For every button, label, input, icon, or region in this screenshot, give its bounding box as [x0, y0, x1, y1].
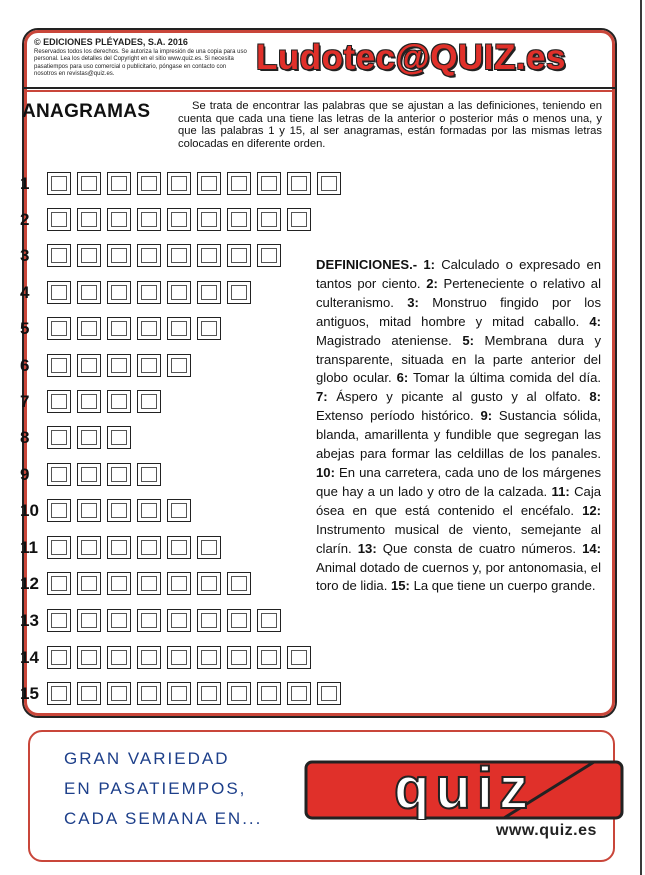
letter-box[interactable]	[137, 281, 161, 304]
letter-box[interactable]	[197, 172, 221, 195]
promo-line: GRAN VARIEDAD	[64, 749, 230, 768]
letter-box[interactable]	[257, 682, 281, 705]
letter-box[interactable]	[47, 208, 71, 231]
letter-box[interactable]	[257, 244, 281, 267]
letter-box[interactable]	[167, 172, 191, 195]
letter-box[interactable]	[107, 609, 131, 632]
letter-box[interactable]	[197, 317, 221, 340]
letter-box[interactable]	[137, 208, 161, 231]
letter-box[interactable]	[77, 463, 101, 486]
definition-number: 14:	[582, 540, 602, 556]
letter-box[interactable]	[77, 390, 101, 413]
definition-text: Monstruo fingido por los antiguos, mitad hombre y mitad caballo.	[316, 294, 601, 329]
header-divider	[24, 87, 615, 89]
letter-box[interactable]	[47, 390, 71, 413]
letter-box[interactable]	[107, 244, 131, 267]
row-number: 9	[20, 465, 30, 484]
letter-box[interactable]	[167, 354, 191, 377]
letter-boxes	[47, 244, 281, 267]
row-number: 15	[20, 684, 39, 703]
letter-box[interactable]	[287, 208, 311, 231]
definition-number: 4:	[589, 313, 601, 329]
letter-box[interactable]	[137, 172, 161, 195]
letter-box[interactable]	[197, 536, 221, 559]
letter-box[interactable]	[287, 682, 311, 705]
letter-box[interactable]	[77, 172, 101, 195]
letter-box[interactable]	[197, 244, 221, 267]
letter-box[interactable]	[47, 463, 71, 486]
letter-box[interactable]	[107, 536, 131, 559]
letter-boxes	[47, 317, 221, 340]
letter-box[interactable]	[197, 646, 221, 669]
letter-box[interactable]	[77, 281, 101, 304]
letter-box[interactable]	[227, 682, 251, 705]
letter-box[interactable]	[197, 682, 221, 705]
letter-box[interactable]	[107, 426, 131, 449]
definition-text: Animal dotado de cuernos y, por antonomasia, el toro de lidia.	[316, 559, 601, 594]
definition-number: 5:	[462, 332, 474, 348]
promo-line: CADA SEMANA EN...	[64, 809, 263, 828]
row-number: 6	[20, 356, 30, 375]
letter-box[interactable]	[257, 208, 281, 231]
letter-box[interactable]	[317, 172, 341, 195]
letter-box[interactable]	[47, 572, 71, 595]
letter-boxes	[47, 646, 311, 669]
letter-box[interactable]	[167, 682, 191, 705]
letter-box[interactable]	[167, 499, 191, 522]
letter-box[interactable]	[77, 609, 101, 632]
definition-number: 2:	[426, 275, 438, 291]
letter-boxes	[47, 426, 131, 449]
letter-box[interactable]	[107, 208, 131, 231]
letter-box[interactable]	[77, 536, 101, 559]
definition-text: Tomar la última comida del día.	[413, 370, 601, 386]
promo-line: EN PASATIEMPOS,	[64, 779, 247, 798]
brand-title: Ludotec@QUIZ.es	[256, 38, 566, 77]
letter-box[interactable]	[167, 609, 191, 632]
copyright-block	[34, 37, 249, 78]
definitions-block	[316, 256, 601, 596]
letter-box[interactable]	[287, 646, 311, 669]
definition-number: 3:	[407, 294, 419, 310]
row-number: 1	[20, 174, 30, 193]
letter-box[interactable]	[167, 572, 191, 595]
letter-box[interactable]	[47, 646, 71, 669]
letter-box[interactable]	[227, 172, 251, 195]
definition-number: 15:	[390, 578, 410, 594]
definition-text: Magistrado ateniense.	[316, 332, 452, 348]
letter-box[interactable]	[137, 390, 161, 413]
definition-text: Áspero y picante al gusto y al olfato.	[336, 389, 581, 405]
letter-box[interactable]	[47, 499, 71, 522]
copyright-title: © EDICIONES PLÉYADES, S.A. 2016	[34, 37, 188, 47]
letter-box[interactable]	[167, 646, 191, 669]
letter-boxes	[47, 572, 251, 595]
letter-box[interactable]	[137, 244, 161, 267]
letter-box[interactable]	[197, 572, 221, 595]
row-number: 11	[20, 538, 38, 557]
definition-text: Extenso período histórico.	[316, 408, 474, 424]
letter-box[interactable]	[137, 572, 161, 595]
letter-boxes	[47, 609, 281, 632]
letter-boxes	[47, 281, 251, 304]
letter-box[interactable]	[227, 208, 251, 231]
letter-box[interactable]	[107, 682, 131, 705]
row-number: 4	[20, 283, 30, 302]
letter-box[interactable]	[77, 646, 101, 669]
row-number: 12	[20, 574, 39, 593]
letter-boxes	[47, 463, 161, 486]
letter-box[interactable]	[137, 463, 161, 486]
letter-box[interactable]	[257, 646, 281, 669]
letter-box[interactable]	[197, 609, 221, 632]
letter-box[interactable]	[47, 426, 71, 449]
definition-text: Membrana dura y transparente, situada en la parte anterior del globo ocular.	[316, 332, 601, 386]
letter-box[interactable]	[47, 172, 71, 195]
quiz-logo-text: quiz	[394, 760, 534, 820]
letter-box[interactable]	[107, 390, 131, 413]
puzzle-intro: Se trata de encontrar las palabras que se ajustan a las definiciones, teniendo en cuenta que cada una tiene las letras de la anterior o posterior más o menos una, y que las palabras 1 y 15, al ser anagramas, están formadas por las mismas letras colocadas en diferente orden.	[178, 100, 602, 150]
letter-box[interactable]	[107, 354, 131, 377]
letter-box[interactable]	[167, 281, 191, 304]
letter-box[interactable]	[77, 572, 101, 595]
footer-url[interactable]: www.quiz.es	[496, 822, 597, 839]
letter-box[interactable]	[107, 646, 131, 669]
letter-box[interactable]	[47, 682, 71, 705]
letter-boxes	[47, 354, 191, 377]
row-number: 10	[20, 501, 39, 520]
letter-box[interactable]	[137, 609, 161, 632]
letter-boxes	[47, 172, 341, 195]
row-number: 7	[20, 392, 30, 411]
copyright-text: Reservados todos los derechos. Se autoriza la impresión de una copia para uso personal. Lea los detalles del Copyright en el sitio www.quiz.es. Si necesita pasatiempos para uso comercial o publicitario, póngase en contacto con nosotros en revistas@quiz.es.	[34, 49, 247, 77]
letter-box[interactable]	[137, 499, 161, 522]
row-number: 13	[20, 611, 39, 630]
letter-box[interactable]	[107, 281, 131, 304]
letter-boxes	[47, 390, 161, 413]
letter-box[interactable]	[77, 426, 101, 449]
letter-box[interactable]	[197, 281, 221, 304]
letter-box[interactable]	[47, 354, 71, 377]
letter-box[interactable]	[47, 536, 71, 559]
letter-boxes	[47, 208, 311, 231]
letter-box[interactable]	[47, 281, 71, 304]
letter-box[interactable]	[77, 682, 101, 705]
definition-text: Sustancia sólida, blanda, amarillenta y fundible que segregan las abejas para formar las celdillas de los panales.	[316, 408, 602, 462]
definition-text: La que tiene un cuerpo grande.	[413, 578, 596, 594]
definition-text: Caja ósea en que está contenido el encéfalo.	[316, 483, 602, 518]
letter-box[interactable]	[287, 172, 311, 195]
letter-box[interactable]	[107, 172, 131, 195]
definition-text: Instrumento musical de viento, semejante al clarín.	[316, 521, 601, 556]
definition-text: Que consta de cuatro números.	[382, 540, 576, 556]
letter-boxes	[47, 536, 221, 559]
letter-box[interactable]	[137, 682, 161, 705]
letter-box[interactable]	[77, 244, 101, 267]
header-divider-red	[24, 90, 615, 92]
definitions-heading: DEFINICIONES.-	[316, 257, 418, 272]
definition-text: Calculado o expresado en tantos por ciento.	[316, 257, 602, 291]
definition-number: 10:	[316, 464, 335, 480]
definition-number: 7:	[316, 389, 328, 405]
letter-box[interactable]	[47, 317, 71, 340]
row-number: 3	[20, 246, 30, 265]
letter-box[interactable]	[137, 317, 161, 340]
letter-box[interactable]	[137, 536, 161, 559]
letter-box[interactable]	[227, 646, 251, 669]
letter-box[interactable]	[317, 682, 341, 705]
letter-box[interactable]	[137, 354, 161, 377]
letter-box[interactable]	[257, 172, 281, 195]
definition-text: En una carretera, cada uno de los márgenes que hay a un lado y otro de la calzada.	[316, 464, 601, 499]
letter-box[interactable]	[227, 244, 251, 267]
row-number: 14	[20, 648, 39, 667]
puzzle-title: ANAGRAMAS	[22, 101, 151, 122]
definition-number: 6:	[396, 370, 409, 386]
letter-box[interactable]	[47, 609, 71, 632]
definition-text: Perteneciente o relativo al culteranismo.	[316, 275, 601, 310]
letter-box[interactable]	[227, 572, 251, 595]
letter-box[interactable]	[107, 572, 131, 595]
page-edge-line	[640, 0, 642, 875]
letter-boxes	[47, 682, 341, 705]
letter-box[interactable]	[167, 208, 191, 231]
letter-box[interactable]	[227, 609, 251, 632]
definition-number: 9:	[480, 408, 493, 424]
letter-box[interactable]	[197, 208, 221, 231]
letter-box[interactable]	[77, 499, 101, 522]
letter-box[interactable]	[107, 463, 131, 486]
letter-box[interactable]	[47, 244, 71, 267]
letter-box[interactable]	[167, 317, 191, 340]
row-number: 5	[20, 319, 30, 338]
row-number: 8	[20, 428, 30, 447]
letter-box[interactable]	[167, 244, 191, 267]
letter-box[interactable]	[77, 317, 101, 340]
definition-number: 13:	[357, 540, 377, 556]
letter-box[interactable]	[107, 317, 131, 340]
letter-box[interactable]	[77, 354, 101, 377]
row-number: 2	[20, 210, 30, 229]
definition-number: 12:	[582, 502, 602, 518]
letter-box[interactable]	[227, 281, 251, 304]
letter-boxes	[47, 499, 191, 522]
definition-number: 1:	[423, 257, 435, 272]
letter-box[interactable]	[257, 609, 281, 632]
definition-number: 8:	[589, 389, 602, 405]
letter-box[interactable]	[107, 499, 131, 522]
letter-box[interactable]	[77, 208, 101, 231]
letter-box[interactable]	[167, 536, 191, 559]
letter-box[interactable]	[137, 646, 161, 669]
definition-number: 11:	[551, 483, 570, 499]
quiz-logo	[304, 760, 624, 820]
